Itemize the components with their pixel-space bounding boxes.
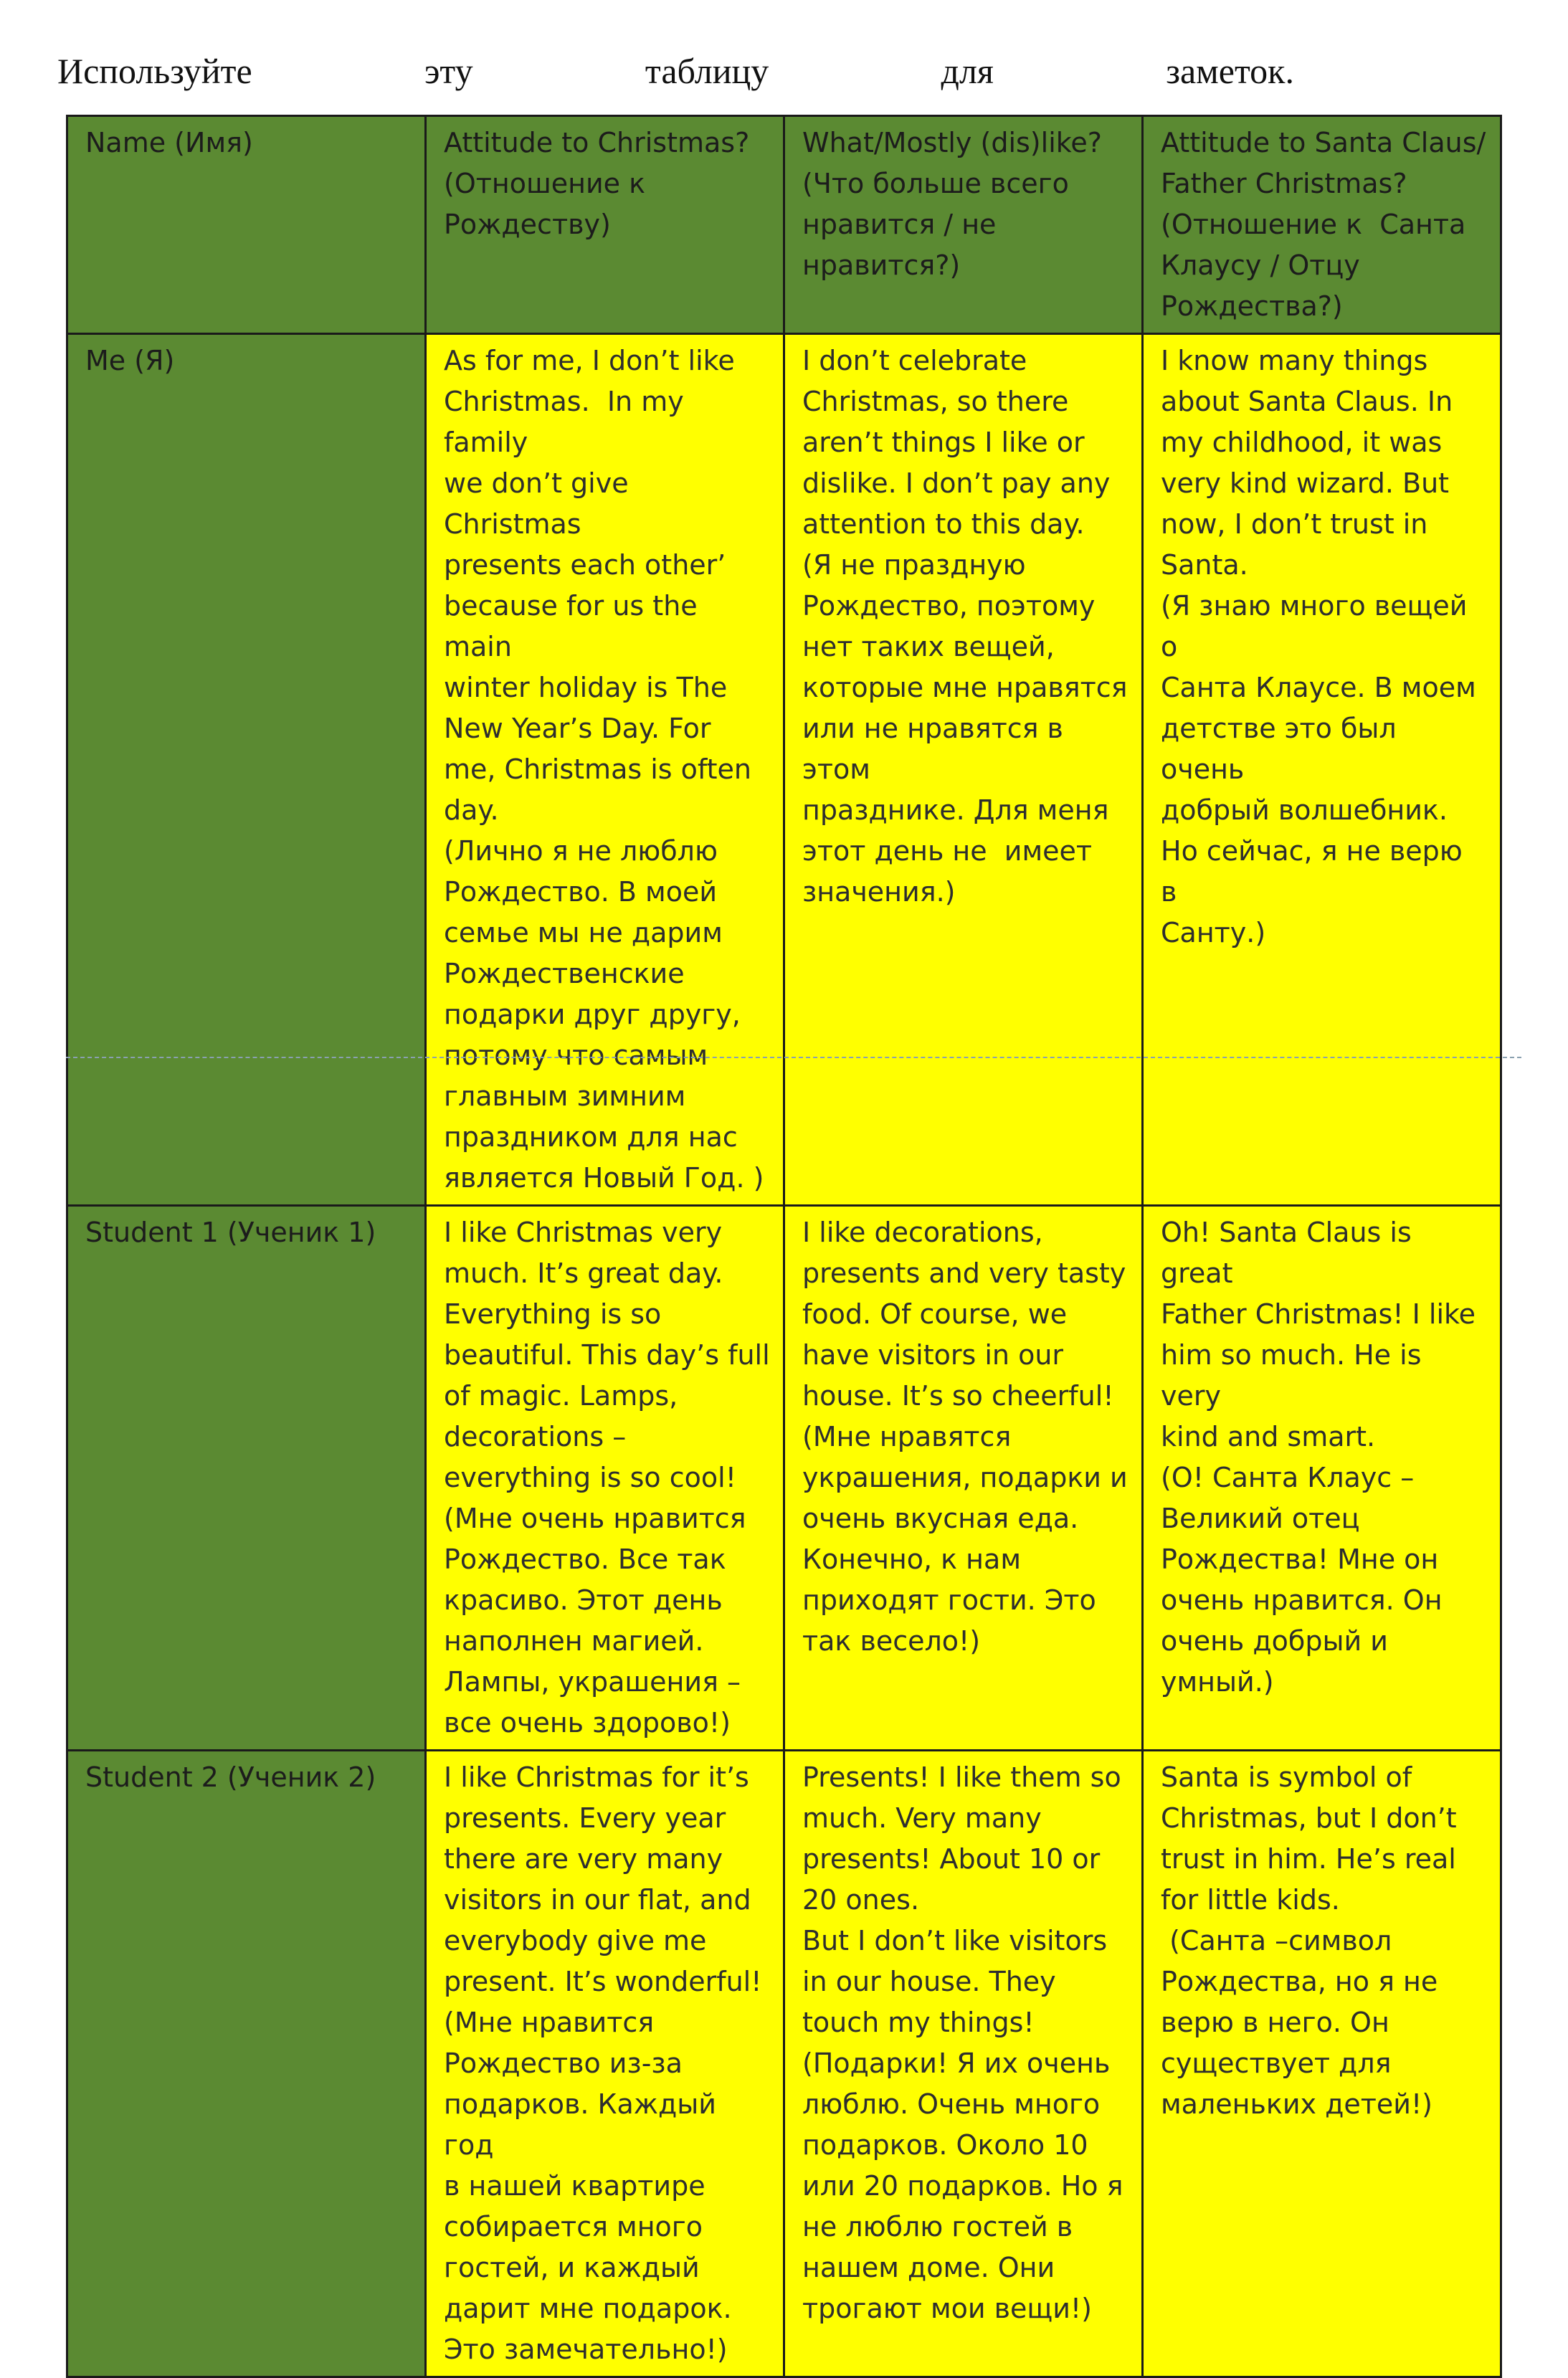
instruction-word: Используйте	[57, 51, 252, 91]
cell-like: Presents! I like them so much. Very many presents! About 10 or 20 ones. But I don’t like visitors in our house. They touch my things! (Подарки! Я их очень люблю. Очень много подарков. Около 10 или 20 подарков. Но я не люблю гостей в нашем доме. Они трогают мои вещи!)	[784, 1751, 1143, 2377]
cell-name: Me (Я)	[67, 334, 426, 1206]
cell-santa: Oh! Santa Claus is great Father Christmas! I like him so much. He is very kind and smart. (О! Санта Клаус – Великий отец Рождества! Мне он очень нравится. Он очень добрый и умный.)	[1143, 1206, 1501, 1751]
page-break-line	[66, 1057, 1521, 1058]
cell-santa: Santa is symbol of Christmas, but I don’t trust in him. He’s real for little kids. (Санта –символ Рождества, но я не верю в него. Он существует для маленьких детей!)	[1143, 1751, 1501, 2377]
instruction-line	[57, 53, 1294, 89]
header-name: Name (Имя)	[67, 116, 426, 334]
instruction-word: эту	[424, 51, 473, 91]
header-santa: Attitude to Santa Claus/ Father Christmas? (Отношение к Санта Клаусу / Отцу Рождества?)	[1143, 116, 1501, 334]
cell-like: I like decorations, presents and very tasty food. Of course, we have visitors in our house. It’s so cheerful! (Мне нравятся украшения, подарки и очень вкусная еда. Конечно, к нам приходят гости. Это так весело!)	[784, 1206, 1143, 1751]
instruction-word: таблицу	[645, 51, 769, 91]
cell-name: Student 2 (Ученик 2)	[67, 1751, 426, 2377]
table-header-row	[67, 116, 1501, 334]
instruction-word: для	[941, 51, 994, 91]
instruction-word: заметок.	[1166, 51, 1294, 91]
cell-attitude: I like Christmas very much. It’s great day. Everything is so beautiful. This day’s full of magic. Lamps, decorations – everything is so cool! (Мне очень нравится Рождество. Все так красиво. Этот день наполнен магией. Лампы, украшения – все очень здорово!)	[426, 1206, 784, 1751]
cell-attitude: I like Christmas for it’s presents. Every year there are very many visitors in our flat, and everybody give me present. It’s wonderful! (Мне нравится Рождество из-за подарков. Каждый год в нашей квартире собирается много гостей, и каждый дарит мне подарок. Это замечательно!)	[426, 1751, 784, 2377]
cell-attitude: As for me, I don’t like Christmas. In my family we don’t give Christmas presents each other’ because for us the main winter holiday is The New Year’s Day. For me, Christmas is often day. (Лично я не люблю Рождество. В моей семье мы не дарим Рождественские подарки друг другу, потому что самым главным зимним праздником для нас является Новый Год. )	[426, 334, 784, 1206]
table-row-student-2	[67, 1751, 1501, 2377]
header-like: What/Mostly (dis)like? (Что больше всего нравится / не нравится?)	[784, 116, 1143, 334]
cell-name: Student 1 (Ученик 1)	[67, 1206, 426, 1751]
table-row-me	[67, 334, 1501, 1206]
table-row-student-1	[67, 1206, 1501, 1751]
notes-table	[66, 115, 1502, 2378]
cell-santa: I know many things about Santa Claus. In my childhood, it was very kind wizard. But now, I don’t trust in Santa. (Я знаю много вещей о Санта Клаусе. В моем детстве это был очень добрый волшебник. Но сейчас, я не верю в Санту.)	[1143, 334, 1501, 1206]
cell-like: I don’t celebrate Christmas, so there aren’t things I like or dislike. I don’t pay any attention to this day. (Я не праздную Рождество, поэтому нет таких вещей, которые мне нравятся или не нравятся в этом празднике. Для меня этот день не имеет значения.)	[784, 334, 1143, 1206]
header-attitude: Attitude to Christmas? (Отношение к Рождеству)	[426, 116, 784, 334]
